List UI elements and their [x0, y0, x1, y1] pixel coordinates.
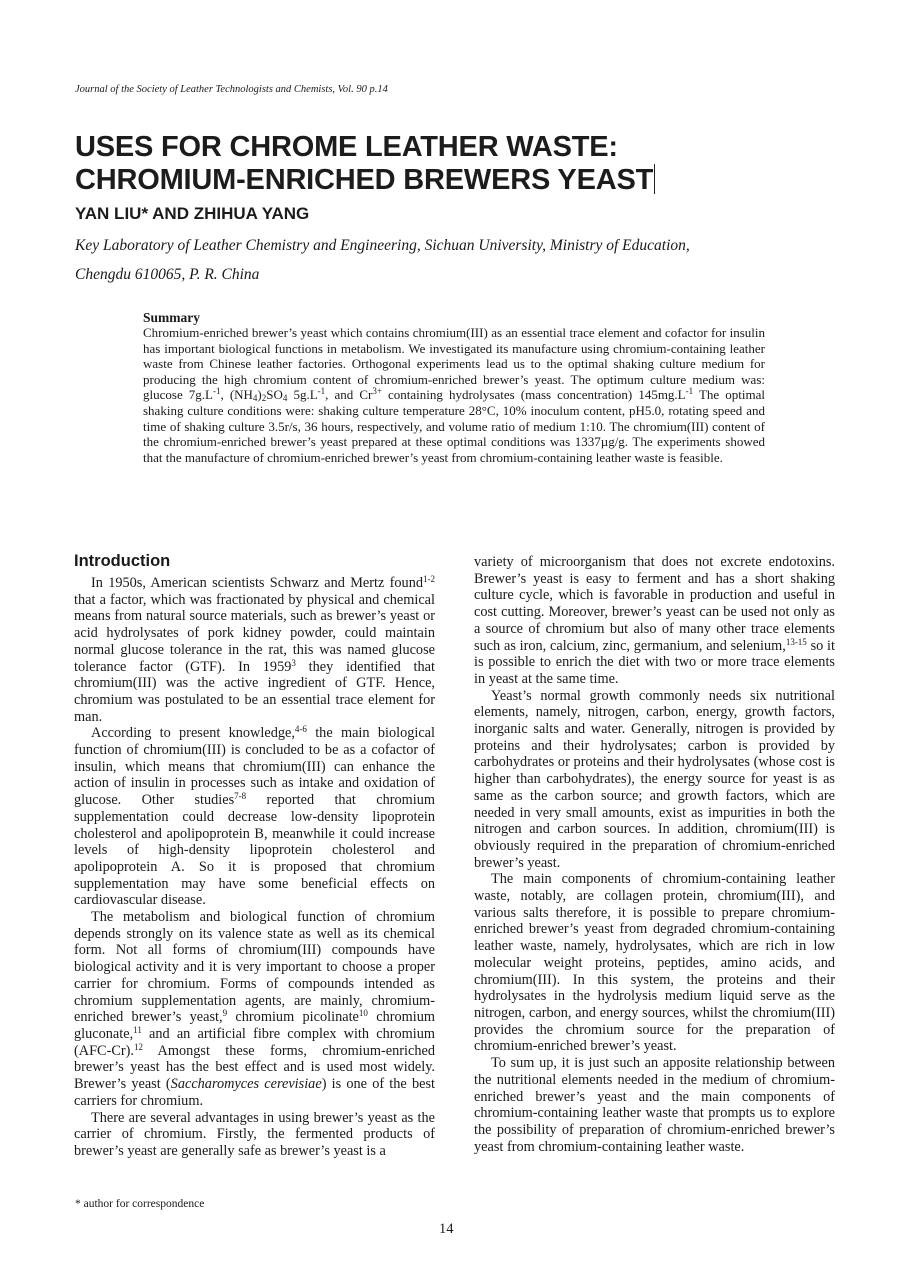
text-fragment: and an artificial fibre complex with chromium (AFC-Cr).	[74, 1025, 435, 1059]
text-fragment: chromium gluconate,	[74, 1009, 436, 1042]
citation-ref: 1-2	[423, 574, 435, 584]
summary-fragment: )	[257, 387, 262, 403]
text-fragment: variety of microorganism that does not excrete endotoxins. Brewer’s yeast is easy to ferment and has a short shaking culture cycle, which is favorable in production and useful in cost cutting. Moreover, brewer’s yeast can be used not only as a source of chromium but also of many other trace elements such as iron, calcium, zinc, germanium, and selenium,	[474, 554, 835, 654]
text-fragment: the main biological function of chromium(III) is concluded to be as a cofactor of insulin, which means that chromium(III) can enhance the action of insulin in processes such as intake and oxidation of glucose. Other studies	[74, 725, 436, 809]
citation-ref: 10	[358, 1008, 368, 1019]
paragraph-continued	[474, 554, 835, 688]
text-fragment: chromium picolinate	[227, 1009, 359, 1026]
superscript: 3+	[372, 386, 382, 397]
summary-section	[143, 310, 765, 465]
text-cursor	[654, 164, 655, 194]
left-column	[74, 552, 435, 1160]
running-head: Journal of the Society of Leather Technologists and Chemists, Vol. 90 p.14	[75, 84, 388, 95]
footnote: * author for correspondence	[75, 1198, 205, 1210]
introduction-heading: Introduction	[74, 552, 171, 570]
superscript: -1	[212, 386, 221, 397]
title-line-2	[75, 164, 655, 197]
paragraph: The main components of chromium-containing leather waste, notably, are collagen protein, chromium(III), and various salts therefore, it is possible to prepare chromium-enriched brewer’s yeast from degraded chromium-containing leather waste, namely, hydrolysates, which are rich in low molecular weight proteins, peptides, amino acids, and chromium(III). In this system, the proteins and their hydrolysates in the hydrolysis medium liquid serve as the nitrogen, carbon, and energy sources, whilst the chromium(III) provides the chromium source for the preparation of chromium-enriched brewer’s yeast.	[474, 871, 835, 1055]
text-fragment: Amongst these forms, chromium-enriched brewer’s yeast has the best effect and is used most widely. Brewer’s yeast (	[74, 1042, 435, 1093]
affiliation-line-1: Key Laboratory of Leather Chemistry and Engineering, Sichuan University, Ministry of Education,	[75, 237, 690, 254]
paragraph: Yeast’s normal growth commonly needs six nutritional elements, namely, nitrogen, carbon, energy, growth factors, inorganic salts and water. Generally, nitrogen is provided by proteins and their hydrolysates; carbon is provided by carbohydrates or proteins and their hydrolysates (whose cost is higher than carbohydrates), the energy source for yeast is as same as the carbon source; and growth factors, which are needed in very small amounts, exist as impurities in both the nitrogen and carbon sources. In addition, chromium(III) is obviously required in the preparation of chromium-enriched brewer’s yeast.	[474, 687, 835, 871]
citation-ref: 12	[133, 1041, 143, 1052]
summary-heading: Summary	[143, 310, 200, 325]
citation-ref: 9	[222, 1008, 228, 1019]
citation-ref: 13-15	[785, 636, 807, 647]
authors: YAN LIU* AND ZHIHUA YANG	[75, 204, 310, 223]
affiliation-line-2: Chengdu 610065, P. R. China	[75, 266, 260, 283]
paragraph: There are several advantages in using brewer’s yeast as the carrier of chromium. Firstly, the fermented products of brewer’s yeast are generally safe as brewer’s yeast is a	[74, 1109, 435, 1159]
text-fragment: ) is one of the best carriers for chromium.	[74, 1076, 435, 1109]
summary-fragment: The optimal shaking culture conditions were: shaking culture temperature 28°C, 10% inoculum content, pH5.0, rotating speed and time of shaking culture 3.5r/s, 36 hours, respectively, and volume ratio of medium 1:10. The chromium(III) content of the chromium-enriched brewer’s yeast prepared at these optimal conditions was 1337µg/g. The experiments showed that the manufacture of chromium-enriched brewer’s yeast from chromium-containing leather waste is feasible.	[143, 387, 765, 465]
paragraph	[74, 909, 435, 1109]
summary-fragment: 5g.L	[287, 387, 318, 403]
text-fragment: reported that chromium supplementation could decrease low-density lipoprotein cholesterol and apolipoprotein B, meanwhile it could increase levels of high-density lipoprotein cholesterol and apolipoprotein A. So it is proposed that chromium supplementation may have some beneficial effects on cardiovascular disease.	[74, 792, 435, 909]
article-title	[75, 131, 655, 197]
summary-fragment: SO	[266, 387, 283, 403]
summary-text	[143, 325, 765, 465]
subscript: 2	[261, 393, 267, 404]
right-column	[474, 554, 835, 1155]
citation-ref: 3	[291, 657, 296, 668]
citation-ref: 11	[133, 1024, 142, 1035]
superscript: -1	[317, 386, 326, 397]
species-name: Saccharomyces cerevisiae	[170, 1076, 322, 1093]
summary-fragment: , (NH	[220, 387, 253, 403]
text-fragment: that a factor, which was fractionated by physical and chemical means from natural source materials, such as brewer’s yeast or acid hydrolysates of pork kidney powder, could maintain normal glucose tolerance in the rat, this was named glucose tolerance factor (GTF). In 1959	[74, 591, 435, 675]
summary-fragment: Chromium-enriched brewer’s yeast which contains chromium(III) as an essential trace element and cofactor for insulin has important biological functions in metabolism. We investigated its manufacture using chromium-containing leather waste from Chinese leather factories. Orthogonal experiments lead us to the optimal shaking culture medium for producing the high chromium content of chromium-enriched brewer’s yeast. The optimum culture medium was: glucose 7g.L	[143, 325, 765, 403]
summary-fragment: , and Cr	[325, 387, 373, 403]
citation-ref: 7-8	[234, 791, 247, 802]
paragraph	[74, 575, 435, 725]
text-fragment: In 1950s, American scientists Schwarz and Mertz found	[91, 575, 423, 591]
subscript: 4	[282, 393, 288, 404]
page-number: 14	[439, 1221, 454, 1237]
citation-ref: 4-6	[294, 724, 307, 735]
paragraph: To sum up, it is just such an apposite relationship between the nutritional elements needed in the medium of chromium-enriched brewer’s yeast and the main components of chromium-containing leather waste that prompts us to explore the possibility of preparation of chromium-enriched brewer’s yeast from chromium-containing leather waste.	[474, 1055, 835, 1155]
superscript: -1	[685, 386, 694, 397]
paragraph	[74, 725, 435, 909]
text-fragment: The metabolism and biological function of chromium depends strongly on its valence state as well as its chemical form. Not all forms of chromium(III) compounds have biological activity and it is very important to choose a proper carrier for chromium. Forms of compounds intended as chromium supplementation agents, are mainly, chromium-enriched brewer’s yeast,	[74, 909, 435, 1026]
title-line-2-text: CHROMIUM-ENRICHED BREWERS YEAST	[75, 164, 654, 196]
text-fragment: so it is possible to enrich the diet with two or more trace elements in yeast at the same time.	[474, 637, 835, 687]
text-fragment: they identified that chromium(III) was the active ingredient of GTF. Hence, chromium was postulated to be an essential trace element for man.	[74, 658, 435, 725]
title-line-1: USES FOR CHROME LEATHER WASTE:	[75, 131, 618, 163]
summary-fragment: containing hydrolysates (mass concentration) 145mg.L	[381, 387, 686, 403]
subscript: 4	[252, 393, 258, 404]
text-fragment: According to present knowledge,	[91, 725, 295, 742]
